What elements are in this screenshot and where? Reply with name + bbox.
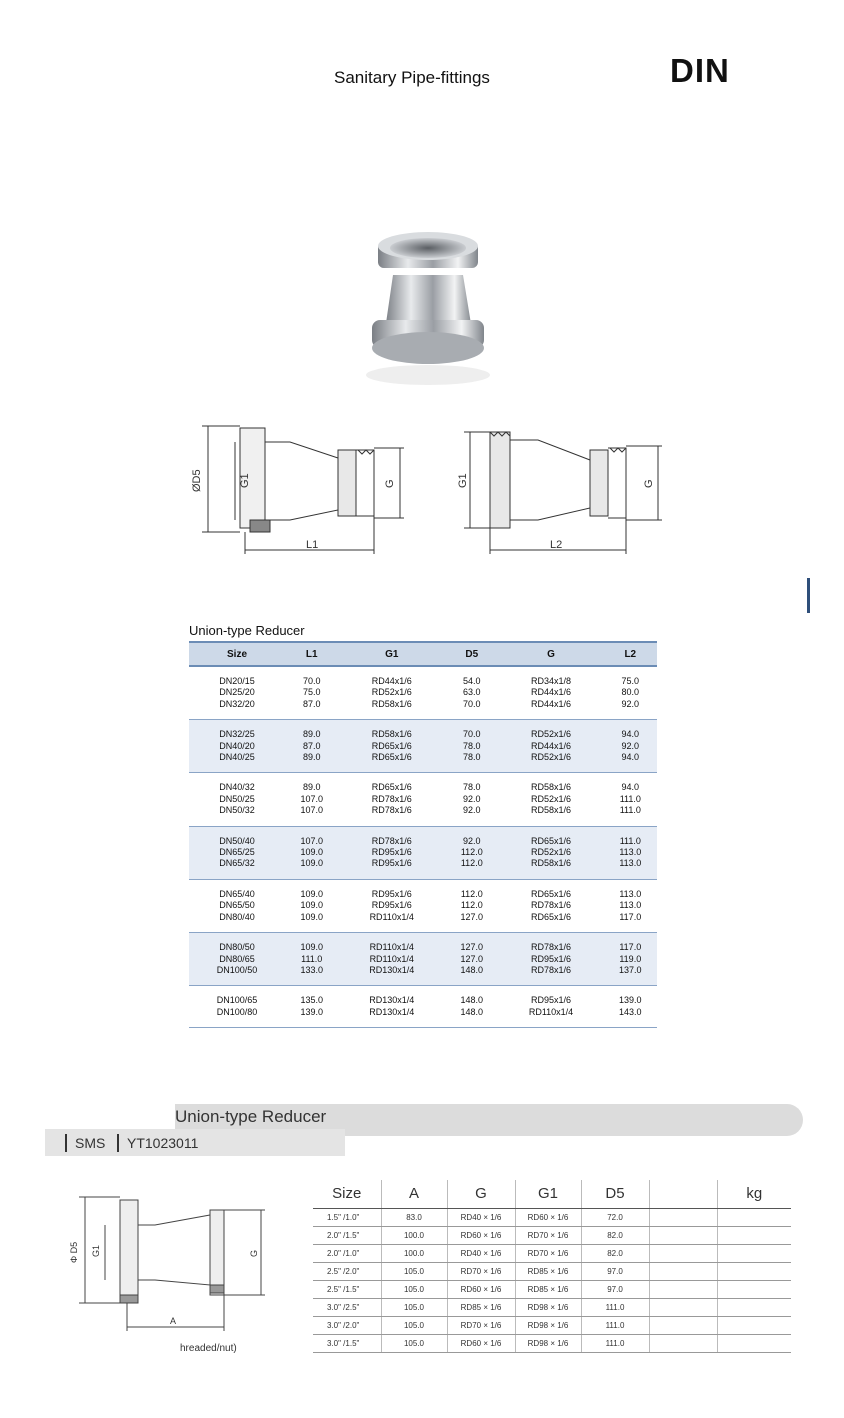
table-cell xyxy=(338,826,445,879)
table-cell xyxy=(445,879,498,932)
label-g1-right: G1 xyxy=(457,473,469,488)
cell-value: 109.0 xyxy=(300,911,323,922)
cell-value: 75.0 xyxy=(621,676,640,686)
cell-value: RD95x1/6 xyxy=(371,888,412,899)
cell-value: RD78x1/6 xyxy=(531,900,572,911)
table-cell: RD70 × 1/6 xyxy=(447,1316,515,1334)
label2-g: G xyxy=(249,1249,259,1257)
table-cell xyxy=(604,773,657,826)
scroll-indicator[interactable] xyxy=(807,578,810,613)
table-cell xyxy=(604,933,657,986)
cell-value: 139.0 xyxy=(300,1006,323,1017)
cell-value: DN65/50 xyxy=(219,900,255,911)
table-cell: 111.0 xyxy=(581,1316,649,1334)
table-cell: 111.0 xyxy=(581,1334,649,1352)
table-cell xyxy=(445,720,498,773)
cell-value: RD52x1/6 xyxy=(531,752,572,763)
table-cell: 105.0 xyxy=(381,1280,447,1298)
cell-value: RD58x1/6 xyxy=(531,805,572,816)
cell-value: 92.0 xyxy=(463,835,481,846)
table-cell xyxy=(498,986,603,1028)
table-cell xyxy=(285,826,338,879)
table-cell: 72.0 xyxy=(581,1208,649,1226)
cell-value: RD58x1/6 xyxy=(371,698,412,709)
col2-g: G xyxy=(447,1180,515,1208)
col2-d5: D5 xyxy=(581,1180,649,1208)
table-cell: RD85 × 1/6 xyxy=(515,1262,581,1280)
table-cell xyxy=(338,666,445,720)
table-cell xyxy=(189,773,285,826)
cell-value: 111.0 xyxy=(619,793,641,804)
table-cell xyxy=(338,720,445,773)
table-cell: RD85 × 1/6 xyxy=(515,1280,581,1298)
banner-code: YT1023011 xyxy=(117,1134,198,1152)
cell-value: 70.0 xyxy=(463,729,481,740)
reducer-table-sms xyxy=(313,1180,791,1353)
cell-value: 117.0 xyxy=(619,911,642,922)
col2-g1: G1 xyxy=(515,1180,581,1208)
cell-value: RD95x1/6 xyxy=(371,858,412,869)
cell-value: DN50/25 xyxy=(219,793,255,804)
label-l1: L1 xyxy=(306,539,319,551)
table-cell xyxy=(445,986,498,1028)
cell-value: 119.0 xyxy=(619,953,642,964)
table-row xyxy=(313,1226,791,1244)
cell-value: DN100/65 xyxy=(216,995,258,1006)
cell-value: 109.0 xyxy=(300,858,323,869)
table-cell xyxy=(604,720,657,773)
col-g: G xyxy=(498,642,603,666)
cell-value: 107.0 xyxy=(300,835,323,846)
cell-value: 117.0 xyxy=(619,942,642,953)
cell-value: RD65x1/6 xyxy=(371,752,412,763)
table-cell: 97.0 xyxy=(581,1280,649,1298)
cell-value: 92.0 xyxy=(463,793,481,804)
table-cell: RD60 × 1/6 xyxy=(447,1226,515,1244)
table-cell xyxy=(338,773,445,826)
cell-value: RD95x1/6 xyxy=(371,900,412,911)
table-row xyxy=(313,1334,791,1352)
cell-value: 75.0 xyxy=(302,687,321,698)
col-d5: D5 xyxy=(445,642,498,666)
table-cell xyxy=(717,1334,791,1352)
table-cell xyxy=(649,1280,717,1298)
cell-value: 127.0 xyxy=(460,953,484,964)
cell-value: 89.0 xyxy=(302,782,321,793)
cell-value: 107.0 xyxy=(300,793,323,804)
table-cell xyxy=(717,1280,791,1298)
table-cell: 82.0 xyxy=(581,1226,649,1244)
cell-value: 137.0 xyxy=(619,964,642,975)
cell-value: RD95x1/6 xyxy=(371,847,412,858)
cell-value: RD78x1/6 xyxy=(371,793,412,804)
cell-value: RD65x1/6 xyxy=(371,782,412,793)
cell-value: 89.0 xyxy=(302,729,321,740)
table-row xyxy=(313,1208,791,1226)
label2-d5: Φ D5 xyxy=(69,1241,79,1263)
cell-value: DN32/20 xyxy=(219,698,255,709)
table-cell xyxy=(285,720,338,773)
cell-value: 78.0 xyxy=(463,782,481,793)
cell-value: RD52x1/6 xyxy=(531,847,572,858)
table2-header-row xyxy=(313,1180,791,1208)
cell-value: 109.0 xyxy=(300,942,323,953)
table-row xyxy=(313,1298,791,1316)
cell-value: 94.0 xyxy=(621,729,640,740)
table-cell xyxy=(649,1316,717,1334)
cell-value: DN50/32 xyxy=(219,805,255,816)
cell-value: DN25/20 xyxy=(219,687,255,698)
table-cell xyxy=(649,1208,717,1226)
table-row xyxy=(313,1262,791,1280)
table-row-group xyxy=(189,773,657,826)
table-cell: 105.0 xyxy=(381,1334,447,1352)
table-cell xyxy=(649,1244,717,1262)
table1-title: Union-type Reducer xyxy=(189,623,305,638)
cell-value: DN80/50 xyxy=(219,942,255,953)
table-cell xyxy=(285,773,338,826)
table-row-group xyxy=(189,826,657,879)
cell-value: 89.0 xyxy=(302,752,321,763)
table-cell: 3.0" /1.5" xyxy=(313,1334,381,1352)
cell-value: RD110x1/4 xyxy=(369,953,414,964)
cell-value: DN100/50 xyxy=(216,964,258,975)
table-cell xyxy=(604,879,657,932)
cell-value: RD130x1/4 xyxy=(369,1006,415,1017)
cell-value: 80.0 xyxy=(621,687,640,698)
table-row-group xyxy=(189,666,657,720)
table-cell: RD98 × 1/6 xyxy=(515,1334,581,1352)
cell-value: DN65/40 xyxy=(219,888,255,899)
table-row-group xyxy=(189,720,657,773)
table-cell: RD70 × 1/6 xyxy=(515,1226,581,1244)
col-size: Size xyxy=(189,642,285,666)
table-cell xyxy=(604,826,657,879)
table-cell xyxy=(717,1244,791,1262)
cell-value: DN65/25 xyxy=(219,847,255,858)
cell-value: 111.0 xyxy=(619,805,641,816)
cell-value: 94.0 xyxy=(621,752,640,763)
table-cell xyxy=(717,1208,791,1226)
table-cell xyxy=(189,879,285,932)
cell-value: RD95x1/6 xyxy=(531,953,572,964)
label2-g1: G1 xyxy=(91,1244,101,1257)
table-row-group xyxy=(189,986,657,1028)
cell-value: DN32/25 xyxy=(219,729,255,740)
table-cell xyxy=(285,986,338,1028)
brand-logo-din: DIN xyxy=(670,52,730,89)
table-cell xyxy=(285,879,338,932)
cell-value: 63.0 xyxy=(463,687,481,698)
table-cell xyxy=(445,826,498,879)
table-cell: RD60 × 1/6 xyxy=(515,1208,581,1226)
table2-body xyxy=(313,1208,791,1352)
cell-value: DN65/32 xyxy=(219,858,255,869)
table-cell: 2.0" /1.0" xyxy=(313,1244,381,1262)
cell-value: RD52x1/6 xyxy=(531,793,572,804)
table1-header-row xyxy=(189,642,657,666)
cell-value: DN50/40 xyxy=(219,835,255,846)
sms-banner xyxy=(45,1104,805,1156)
table-cell: 2.5" /2.0" xyxy=(313,1262,381,1280)
cell-value: 78.0 xyxy=(463,752,481,763)
table-cell: 2.0" /1.5" xyxy=(313,1226,381,1244)
cell-value: 148.0 xyxy=(460,995,484,1006)
table-cell: 2.5" /1.5" xyxy=(313,1280,381,1298)
cell-value: RD44x1/6 xyxy=(531,698,572,709)
table-cell xyxy=(445,933,498,986)
cell-value: 113.0 xyxy=(619,900,642,911)
cell-value: RD58x1/6 xyxy=(531,858,572,869)
table-cell xyxy=(445,666,498,720)
cell-value: 54.0 xyxy=(463,676,481,686)
table-cell xyxy=(717,1316,791,1334)
table-cell: RD40 × 1/6 xyxy=(447,1244,515,1262)
cell-value: RD52x1/6 xyxy=(371,687,412,698)
cell-value: 109.0 xyxy=(300,847,323,858)
table-cell: 105.0 xyxy=(381,1316,447,1334)
cell-value: RD110x1/4 xyxy=(528,1006,574,1017)
page-title: Sanitary Pipe-fittings xyxy=(334,68,490,87)
cell-value: 112.0 xyxy=(460,847,483,858)
table-cell xyxy=(445,773,498,826)
table-cell: 100.0 xyxy=(381,1226,447,1244)
cell-value: 94.0 xyxy=(621,782,640,793)
cell-value: DN100/80 xyxy=(216,1006,258,1017)
cell-value: DN80/40 xyxy=(219,911,255,922)
table-cell xyxy=(604,986,657,1028)
cell-value: 113.0 xyxy=(619,888,642,899)
cell-value: 113.0 xyxy=(619,858,642,869)
table-cell xyxy=(338,933,445,986)
cell-value: 87.0 xyxy=(302,698,321,709)
table-cell: RD60 × 1/6 xyxy=(447,1334,515,1352)
table-cell: RD98 × 1/6 xyxy=(515,1316,581,1334)
cell-value: RD95x1/6 xyxy=(531,995,572,1006)
cell-value: DN20/15 xyxy=(219,676,255,686)
label-l2: L2 xyxy=(550,539,563,551)
table-cell xyxy=(717,1226,791,1244)
cell-value: 127.0 xyxy=(460,911,484,922)
table-cell xyxy=(717,1298,791,1316)
cell-value: RD65x1/6 xyxy=(531,911,572,922)
banner-standard: SMS xyxy=(65,1134,105,1152)
col-l1: L1 xyxy=(285,642,338,666)
cell-value: RD110x1/4 xyxy=(369,942,414,953)
table-cell xyxy=(498,720,603,773)
table-cell: 3.0" /2.0" xyxy=(313,1316,381,1334)
table-cell: 82.0 xyxy=(581,1244,649,1262)
cell-value: 112.0 xyxy=(460,888,483,899)
cell-value: DN40/25 xyxy=(219,752,255,763)
cell-value: 135.0 xyxy=(300,995,323,1006)
table-cell xyxy=(649,1334,717,1352)
table-cell: 111.0 xyxy=(581,1298,649,1316)
reducer-table-din xyxy=(189,641,657,1028)
table-cell xyxy=(189,826,285,879)
product-photo xyxy=(330,220,530,400)
technical-drawing-sms xyxy=(65,1185,280,1335)
cell-value: DN80/65 xyxy=(219,953,255,964)
label-d5: ØD5 xyxy=(191,469,203,492)
cell-value: RD52x1/6 xyxy=(531,729,572,740)
cell-value: 92.0 xyxy=(621,740,640,751)
table-cell xyxy=(285,933,338,986)
table-cell: RD98 × 1/6 xyxy=(515,1298,581,1316)
cell-value: 148.0 xyxy=(460,964,484,975)
table-cell xyxy=(717,1262,791,1280)
table-cell xyxy=(498,666,603,720)
cell-value: 139.0 xyxy=(619,995,642,1006)
table-cell: 3.0" /2.5" xyxy=(313,1298,381,1316)
table-cell: RD70 × 1/6 xyxy=(515,1244,581,1262)
cell-value: RD44x1/6 xyxy=(531,740,572,751)
col-g1: G1 xyxy=(338,642,445,666)
col-l2: L2 xyxy=(604,642,657,666)
table-cell: RD85 × 1/6 xyxy=(447,1298,515,1316)
technical-drawings xyxy=(190,420,670,570)
label-g1-left: G1 xyxy=(239,473,251,488)
cell-value: 111.0 xyxy=(619,835,641,846)
cell-value: 92.0 xyxy=(621,698,640,709)
cell-value: 109.0 xyxy=(300,888,323,899)
cell-value: 78.0 xyxy=(463,740,481,751)
cell-value: RD78x1/6 xyxy=(531,964,572,975)
table-cell xyxy=(498,879,603,932)
cell-value: RD44x1/6 xyxy=(531,687,572,698)
cell-value: RD65x1/6 xyxy=(371,740,412,751)
table1-body xyxy=(189,666,657,1028)
cell-value: RD34x1/8 xyxy=(531,676,572,686)
cell-value: 112.0 xyxy=(460,858,483,869)
table-row-group xyxy=(189,933,657,986)
cell-value: RD110x1/4 xyxy=(369,911,414,922)
cell-value: RD58x1/6 xyxy=(531,782,572,793)
label-g-left: G xyxy=(384,479,396,488)
label2-a: A xyxy=(170,1316,177,1326)
cell-value: RD78x1/6 xyxy=(371,805,412,816)
cell-value: 112.0 xyxy=(460,900,483,911)
table-cell: 100.0 xyxy=(381,1244,447,1262)
cell-value: 148.0 xyxy=(460,1006,484,1017)
cell-value: 109.0 xyxy=(300,900,323,911)
label-g-right: G xyxy=(643,479,655,488)
table-cell xyxy=(604,666,657,720)
table-cell xyxy=(649,1298,717,1316)
cell-value: RD78x1/6 xyxy=(531,942,572,953)
cell-value: RD65x1/6 xyxy=(531,835,572,846)
cell-value: RD78x1/6 xyxy=(371,835,412,846)
table-cell xyxy=(498,933,603,986)
col2-a: A xyxy=(381,1180,447,1208)
col2-kg: kg xyxy=(717,1180,791,1208)
cell-value: 87.0 xyxy=(302,740,321,751)
table-row xyxy=(313,1280,791,1298)
cell-value: 127.0 xyxy=(460,942,484,953)
table-cell xyxy=(338,879,445,932)
cell-value: RD58x1/6 xyxy=(371,729,412,740)
table-cell: 105.0 xyxy=(381,1262,447,1280)
table-cell xyxy=(498,773,603,826)
table-cell: RD40 × 1/6 xyxy=(447,1208,515,1226)
cell-value: RD65x1/6 xyxy=(531,888,572,899)
table-cell xyxy=(649,1226,717,1244)
col2-blank xyxy=(649,1180,717,1208)
cell-value: 107.0 xyxy=(300,805,323,816)
table-cell: RD70 × 1/6 xyxy=(447,1262,515,1280)
table-cell xyxy=(285,666,338,720)
col2-size: Size xyxy=(313,1180,381,1208)
cell-value: RD130x1/4 xyxy=(369,995,415,1006)
table-cell: RD60 × 1/6 xyxy=(447,1280,515,1298)
table-cell xyxy=(189,933,285,986)
table-row-group xyxy=(189,879,657,932)
cell-value: 133.0 xyxy=(300,964,323,975)
cell-value: DN40/32 xyxy=(219,782,255,793)
cell-value: 70.0 xyxy=(463,698,481,709)
cell-value: DN40/20 xyxy=(219,740,255,751)
drawing-caption: hreaded/nut) xyxy=(180,1343,237,1354)
cell-value: RD44x1/6 xyxy=(371,676,412,686)
cell-value: 92.0 xyxy=(463,805,481,816)
table-cell xyxy=(189,720,285,773)
cell-value: 111.0 xyxy=(301,953,323,964)
table-cell: 1.5" /1.0" xyxy=(313,1208,381,1226)
table-row xyxy=(313,1244,791,1262)
table-cell xyxy=(498,826,603,879)
cell-value: 113.0 xyxy=(619,847,642,858)
banner-title: Union-type Reducer xyxy=(175,1107,327,1126)
cell-value: RD130x1/4 xyxy=(369,964,415,975)
table-row xyxy=(313,1316,791,1334)
table-cell xyxy=(189,666,285,720)
table-cell: 83.0 xyxy=(381,1208,447,1226)
cell-value: 143.0 xyxy=(619,1006,642,1017)
table-cell xyxy=(189,986,285,1028)
table-cell xyxy=(649,1262,717,1280)
table-cell: 97.0 xyxy=(581,1262,649,1280)
table-cell: 105.0 xyxy=(381,1298,447,1316)
table-cell xyxy=(338,986,445,1028)
cell-value: 70.0 xyxy=(302,676,321,686)
